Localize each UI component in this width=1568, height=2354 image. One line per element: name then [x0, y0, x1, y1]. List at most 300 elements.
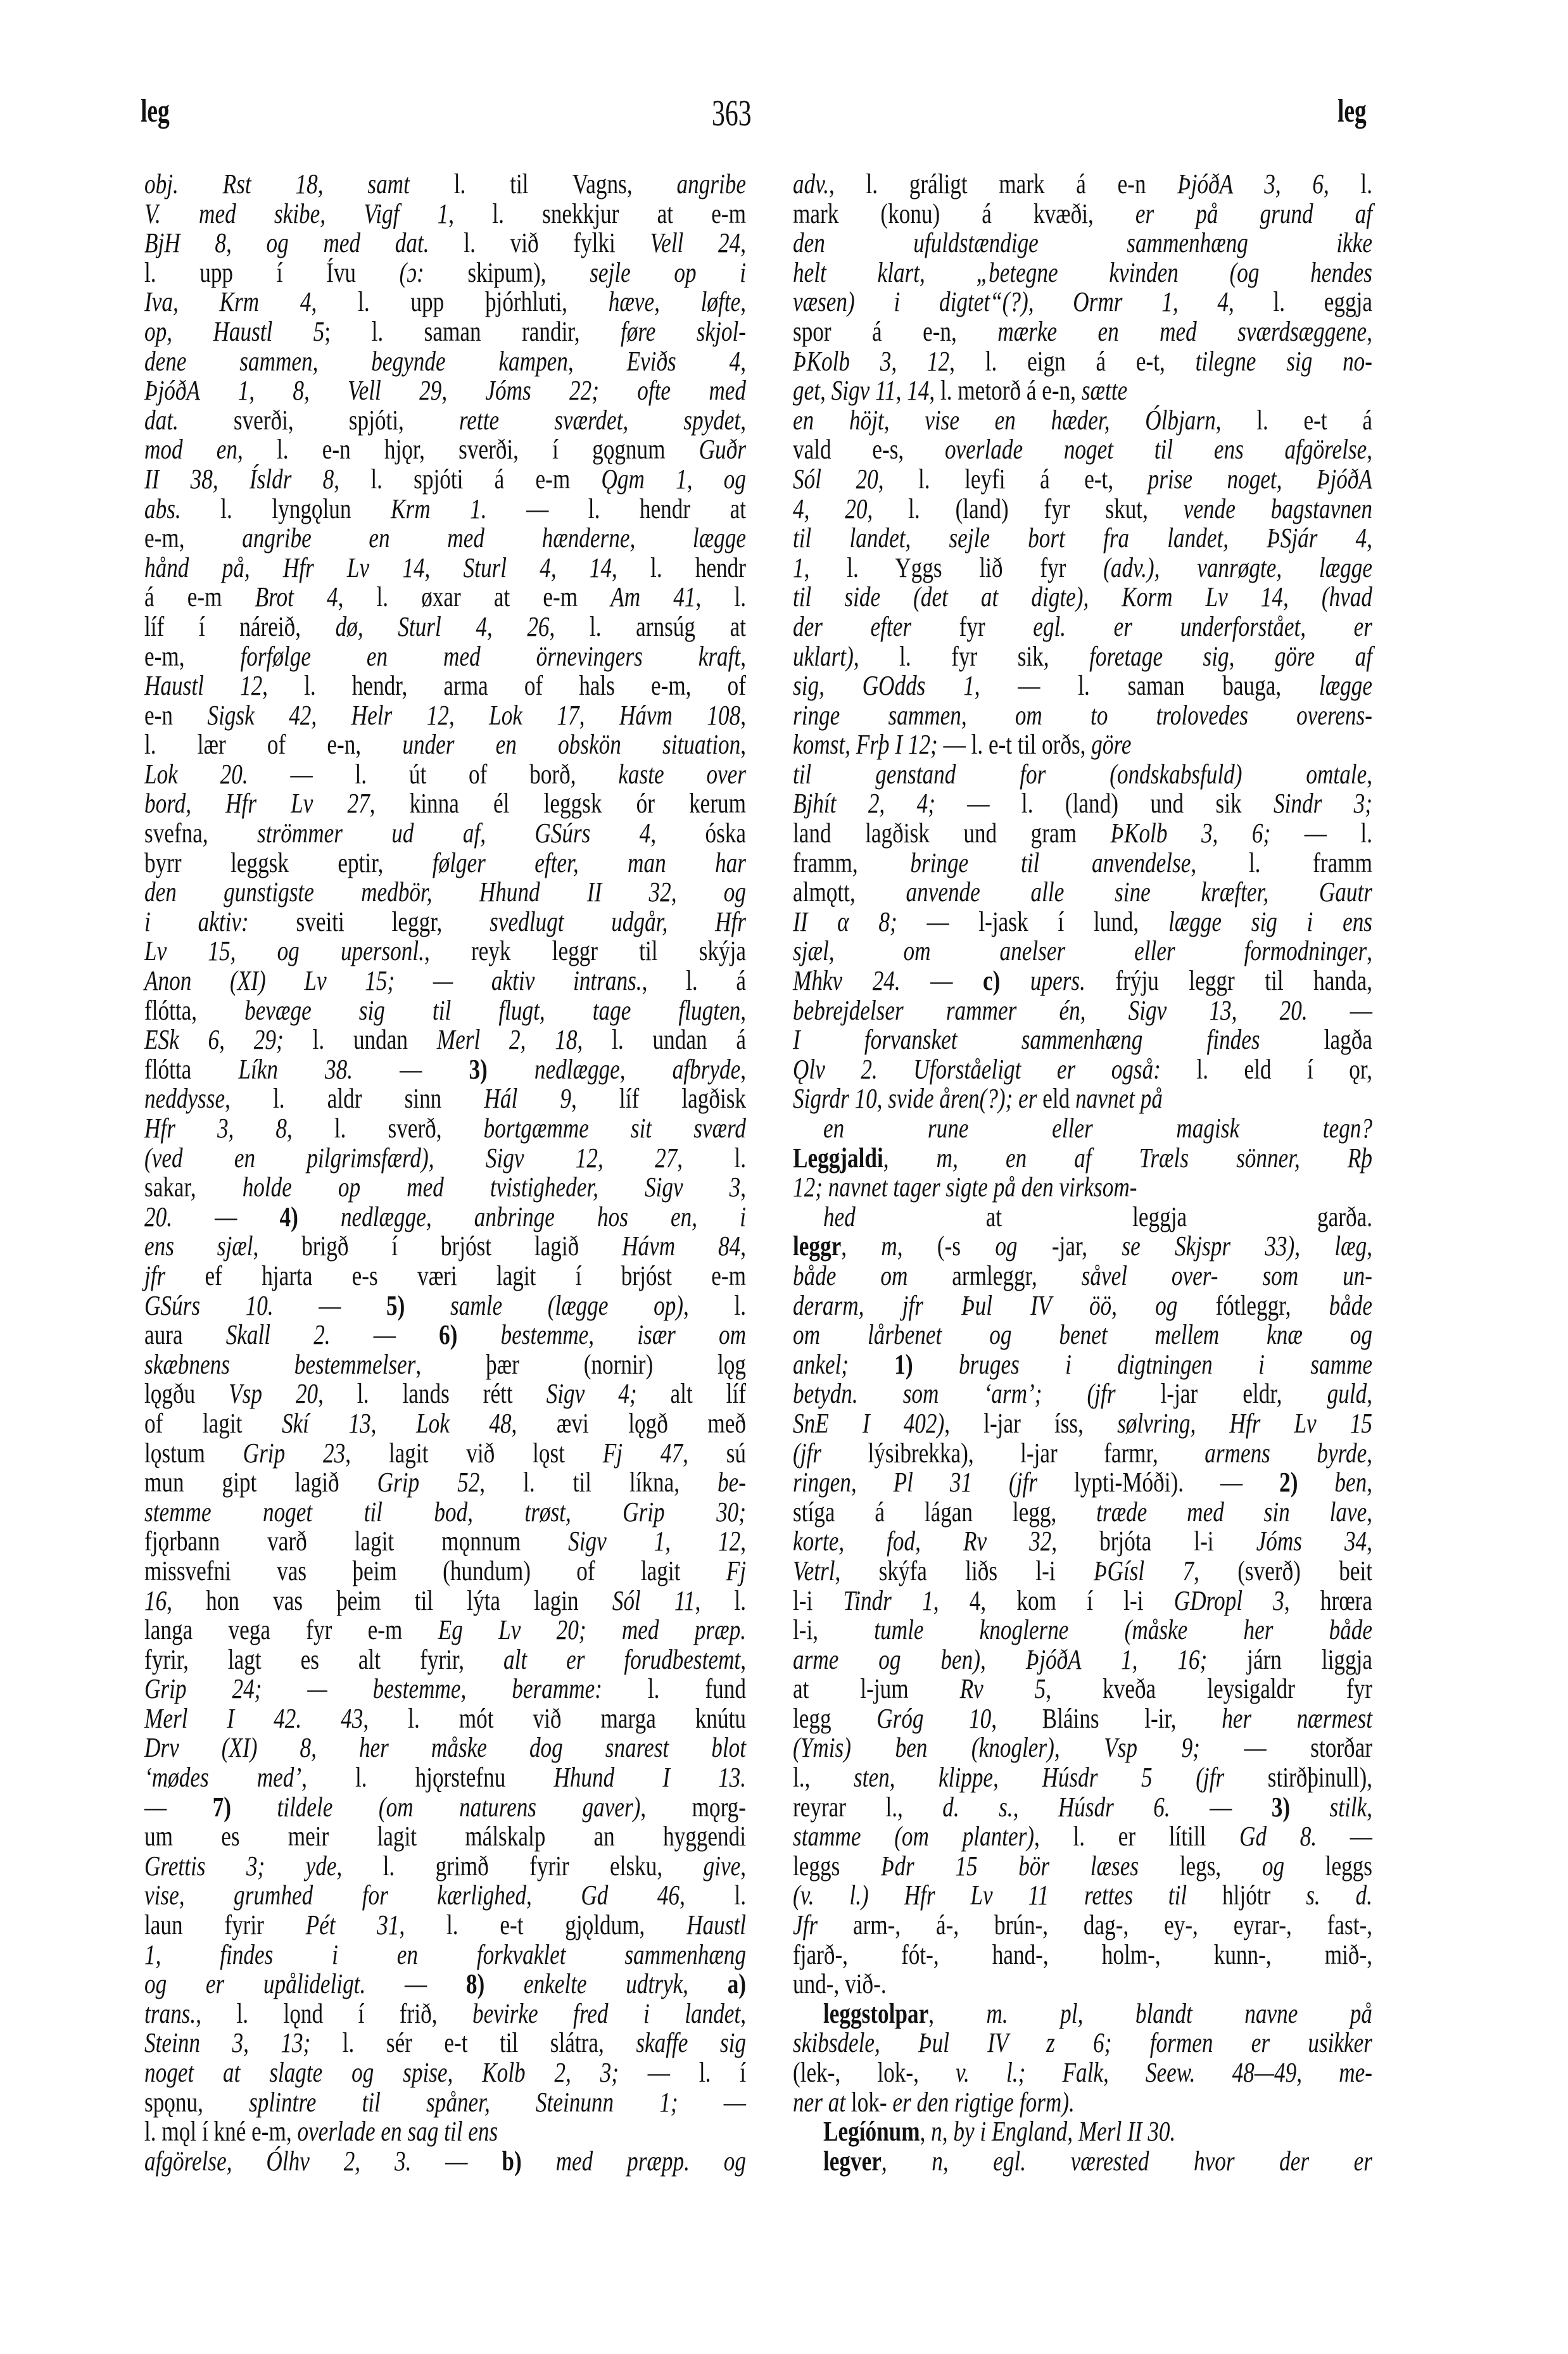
text-line-content [144, 1793, 746, 1823]
text-line-content [793, 1379, 1372, 1409]
text-line [144, 1616, 746, 1645]
text-line [144, 1970, 746, 1999]
roman-segment: , l. hjǫrstefnu [301, 1762, 554, 1794]
roman-segment: , [1367, 1378, 1372, 1410]
italic-segment: v. l.; Falk, Seew. 48—49, me- [956, 2057, 1372, 2088]
italic-segment: be- [718, 1467, 746, 1498]
roman-segment: , mǫrg- [640, 1791, 747, 1823]
text-line-content [793, 966, 1372, 996]
roman-segment: fjarð-, fót-, hand-, holm-, kunn-, mið-, [793, 1939, 1372, 1970]
italic-segment: lægge sig i ens [1168, 906, 1372, 937]
roman-segment: , l. grimð fyrir elsku, [336, 1850, 704, 1882]
text-line [793, 1232, 1372, 1262]
italic-segment: splintre til spåner, Steinunn 1; [249, 2086, 678, 2118]
text-line [144, 1055, 746, 1085]
italic-segment: Anon (XI) Lv 15; — aktiv intrans. [144, 965, 642, 997]
text-line [793, 1320, 1372, 1350]
text-line-content [793, 1262, 1372, 1291]
italic-segment: Jfr [793, 1909, 818, 1941]
text-line-content [144, 288, 746, 317]
roman-segment: — [365, 1968, 466, 2000]
italic-segment: Merl I 42. 43 [144, 1702, 364, 1734]
text-line [144, 199, 746, 229]
italic-segment: med præpp. og [521, 2145, 747, 2177]
italic-segment: Jóms 34 [1256, 1526, 1367, 1557]
italic-segment: Sigrdr 10, svide åren(?); er [793, 1083, 1037, 1115]
text-line [793, 1940, 1372, 1970]
roman-segment: , l. [677, 1142, 746, 1174]
roman-segment: , [740, 286, 746, 318]
text-line [144, 1822, 746, 1852]
text-line-content [793, 583, 1372, 612]
text-line-content [144, 1704, 746, 1734]
text-line [144, 1704, 746, 1734]
roman-segment: legg [793, 1702, 877, 1734]
italic-segment: nedlægge, afbryde [487, 1053, 741, 1085]
text-line [144, 170, 746, 199]
text-line-content [144, 1852, 746, 1882]
roman-segment: (lek-, lok-, [793, 2057, 956, 2088]
text-line-content [144, 1409, 746, 1439]
text-line-content [144, 170, 746, 199]
text-line [793, 1645, 1372, 1675]
roman-segment: , hon vas þeim til lýta lagin [167, 1585, 612, 1616]
text-line [144, 878, 746, 908]
roman-segment: , [1367, 434, 1373, 465]
italic-segment: angribe [676, 168, 746, 199]
roman-segment: , [740, 729, 746, 761]
roman-segment: l-i, [793, 1614, 875, 1646]
italic-segment: Haustl [686, 1909, 746, 1941]
text-line [144, 1084, 746, 1114]
roman-segment: , l. [680, 1880, 747, 1911]
roman-segment: vald e-s, [793, 434, 945, 465]
italic-segment: nedlægge, anbringe hos en, i [298, 1201, 746, 1232]
text-line-content [793, 1320, 1372, 1350]
italic-segment: er på grund af [1135, 198, 1372, 229]
italic-segment: den gunstigste medbör, Hhund II 32, og [144, 876, 746, 908]
text-line-content [793, 347, 1372, 377]
text-line-content [823, 2117, 1372, 2147]
text-line-content [144, 612, 746, 642]
italic-segment: Líkn 38. [238, 1053, 353, 1085]
italic-segment: se Skjspr 33), læg [1122, 1231, 1367, 1262]
text-line-content [144, 878, 746, 908]
italic-segment: bruges i digtningen i samme [913, 1348, 1372, 1380]
roman-segment: at l-jum [793, 1673, 960, 1705]
roman-segment: l. lær of e-n, [144, 729, 403, 761]
text-line-content [793, 170, 1372, 199]
text-line [144, 760, 746, 790]
italic-segment: m. pl, blandt navne på [986, 1997, 1372, 2029]
text-line-content [793, 465, 1372, 495]
italic-segment: foretage sig, göre af [1089, 640, 1372, 672]
text-line [793, 1498, 1372, 1528]
text-line-content [793, 789, 1372, 819]
roman-segment: flótta, [144, 994, 245, 1026]
roman-segment: líf í náreið, [144, 611, 336, 642]
italic-segment: Merl 2, 18 [436, 1024, 578, 1056]
roman-segment: — [900, 965, 983, 997]
text-line [793, 1911, 1372, 1940]
italic-segment: Iva, Krm 4 [144, 286, 312, 318]
italic-segment: II α 8; [793, 906, 897, 937]
italic-segment: sten, klippe, Húsdr 5 (jfr [853, 1762, 1225, 1794]
text-line [793, 1852, 1372, 1882]
text-line [793, 1291, 1372, 1321]
text-line [793, 671, 1372, 701]
roman-segment: langa vega fyr e-m [144, 1614, 438, 1646]
italic-segment: mærke en med sværdsæggene [997, 315, 1367, 347]
italic-segment: og [995, 1231, 1018, 1262]
italic-segment: Haustl 12 [144, 670, 263, 702]
roman-segment: spǫnu, [144, 2086, 250, 2118]
roman-segment: legs, [1139, 1850, 1262, 1882]
text-line [793, 1704, 1372, 1734]
italic-segment: SnE I 402) [793, 1407, 945, 1439]
page-number: 363 [712, 92, 752, 134]
roman-segment: flótta [144, 1053, 239, 1085]
italic-segment: helt klart, „betegne kvinden (og hendes [793, 256, 1372, 288]
roman-segment: , [740, 1172, 747, 1203]
text-line [793, 789, 1372, 819]
italic-segment: Sindr 3; [1274, 788, 1373, 819]
roman-segment: fjǫrbann varð lagit mǫnnum [144, 1526, 569, 1557]
italic-segment: noget at slagte og spise, Kolb 2, 3; [144, 2057, 619, 2088]
italic-segment: anvende alle sine kræfter, Gautr [906, 876, 1372, 908]
text-line [793, 966, 1372, 996]
roman-segment: fyrir, lagt es alt fyrir, [144, 1643, 503, 1675]
roman-segment: , sú [683, 1437, 747, 1469]
text-line [144, 2088, 746, 2118]
italic-segment: ÞjóðA 1, 8, Vell 29, Jóms 22; ofte med [144, 375, 746, 407]
roman-segment: l. undan [283, 1024, 437, 1056]
roman-segment: fyr [911, 611, 1034, 642]
text-line [793, 1439, 1372, 1469]
italic-segment: væsen) i digtet“(?), Ormr 1, 4 [793, 286, 1229, 318]
italic-segment: Sól 11 [612, 1585, 695, 1616]
text-line-content [793, 642, 1372, 672]
roman-segment: , l. [695, 1585, 747, 1616]
text-line [144, 1232, 746, 1262]
italic-segment: vise, grumhed for kærlighed, Gd 46 [144, 1880, 680, 1911]
text-line [144, 1498, 746, 1528]
text-line [144, 1439, 746, 1469]
text-line [793, 908, 1372, 937]
roman-segment: um es meir lagit málskalp an hyggendi [144, 1821, 746, 1852]
italic-segment: den ufuldstændige sammenhæng ikke [793, 227, 1372, 259]
roman-segment: á e-m [144, 581, 255, 613]
roman-segment: , l. sverð, [287, 1113, 484, 1144]
roman-segment: , brjóta l-i [1051, 1526, 1256, 1557]
text-line-content [144, 229, 746, 258]
roman-segment: , [740, 227, 746, 259]
roman-segment: — l-jask í lund, [897, 906, 1168, 937]
italic-segment: (ɔ: [399, 256, 468, 288]
text-line-content [144, 2147, 746, 2177]
italic-segment: holde op med tvistigheder, Sigv 3 [242, 1172, 741, 1203]
italic-segment: V. med skibe, Vigf 1 [144, 198, 449, 229]
roman-segment: , [1367, 1526, 1372, 1557]
text-line [793, 937, 1372, 966]
text-line-content [793, 1527, 1372, 1557]
italic-segment: ens sjæl [144, 1231, 253, 1262]
italic-segment: og [1261, 1850, 1285, 1882]
text-line-content [144, 2028, 746, 2058]
italic-segment: jfr [144, 1260, 166, 1291]
text-line-content [793, 1852, 1372, 1882]
text-line-content [793, 1557, 1372, 1586]
italic-segment: ÞKolb 3, 6; [1110, 818, 1271, 849]
italic-segment: ESk 6, 29; [144, 1024, 284, 1056]
italic-segment: afgörelse, Ólhv 2, 3. [144, 2145, 412, 2177]
italic-segment: op, Haustl 5 [144, 315, 325, 347]
italic-segment: give [703, 1850, 741, 1882]
roman-segment: mun gipt lagið [144, 1467, 377, 1498]
bold-segment: Legíónum [823, 2116, 920, 2148]
italic-segment: samle (lægge op) [405, 1289, 684, 1321]
text-line [144, 288, 746, 317]
italic-segment: II 38, Ísldr 8 [144, 463, 334, 495]
roman-segment: , l. mót við marga knútu [363, 1702, 746, 1734]
text-line-content [144, 1262, 746, 1291]
roman-segment: l. lyngǫlun [180, 493, 391, 524]
text-line-content [793, 701, 1372, 731]
roman-segment: l. mǫl í kné e-m, [144, 2116, 298, 2148]
roman-segment: , ævi lǫgð með [511, 1407, 746, 1439]
roman-segment: , l. er lítill [1034, 1821, 1240, 1852]
roman-segment: arm-, á-, brún-, dag-, ey-, eyrar-, fast-, [818, 1909, 1372, 1941]
text-line [793, 1025, 1372, 1055]
italic-segment: alt er forudbestemt [503, 1643, 741, 1675]
text-line [144, 1763, 746, 1793]
roman-segment: aura [144, 1319, 226, 1351]
italic-segment: s. d. [1306, 1880, 1373, 1911]
text-line-content [793, 878, 1372, 908]
italic-segment: GSúrs 10. [144, 1289, 274, 1321]
italic-segment: lægge [1318, 670, 1372, 702]
text-line-content [793, 1674, 1372, 1704]
text-line-content [793, 1881, 1372, 1911]
text-line-content [793, 1616, 1372, 1645]
roman-segment: — [330, 1319, 439, 1351]
italic-segment: bestemme, især om [457, 1319, 747, 1351]
roman-segment: , Bláins l-ir, [991, 1702, 1222, 1734]
text-line-content [144, 1911, 746, 1940]
roman-segment: , [740, 1643, 747, 1675]
roman-segment: svefna, [144, 818, 258, 849]
roman-segment: — l. út of borð, [248, 758, 619, 790]
text-line [144, 465, 746, 495]
roman-segment: , l. framm [1191, 847, 1372, 878]
italic-segment: hæve, løfte [608, 286, 741, 318]
italic-segment: Bjhít 2, 4; [793, 788, 935, 819]
roman-segment: stíga á lágan legg, [793, 1496, 1097, 1528]
text-line-content [144, 1586, 746, 1616]
text-line [793, 1822, 1372, 1852]
italic-segment: til side (det at digte), Korm Lv 14, (hvad [793, 581, 1372, 613]
italic-segment: Rv 5 [959, 1673, 1046, 1705]
text-line [793, 583, 1372, 612]
roman-segment: , [1367, 935, 1372, 967]
bold-segment: 3) [469, 1053, 488, 1085]
text-line-content [793, 1733, 1372, 1763]
italic-segment: der efter [793, 611, 912, 642]
italic-segment: mod en [144, 434, 238, 465]
roman-segment: , [740, 345, 746, 377]
roman-segment: , l. hendr, arma of hals e-m, of [262, 670, 746, 702]
roman-segment: járn liggja [1207, 1643, 1372, 1675]
roman-segment: , l. til líkna, [479, 1467, 718, 1498]
text-line [793, 1763, 1372, 1793]
italic-segment: dat. [144, 404, 179, 436]
italic-segment: rette sværdet, spydet [458, 404, 741, 436]
italic-segment: overlade en sag til ens [297, 2116, 498, 2148]
text-line [793, 170, 1372, 199]
italic-segment: Þdr 15 bör læses [880, 1850, 1139, 1882]
italic-segment: Hhund I 13. [553, 1762, 746, 1794]
text-line-content [144, 1439, 746, 1469]
roman-segment: ef hjarta e-s væri lagit í brjóst e-m [165, 1260, 746, 1291]
text-line-content [144, 1320, 746, 1350]
text-line-content [144, 1881, 746, 1911]
text-line [793, 2147, 1372, 2177]
italic-segment: Skí 13, Lok 48 [281, 1407, 512, 1439]
text-line [793, 1999, 1372, 2029]
italic-segment: her nærmest [1222, 1702, 1372, 1734]
text-line-content [144, 1232, 746, 1262]
text-line [793, 1881, 1372, 1911]
roman-segment: l. til Vagns, [409, 168, 677, 199]
italic-segment: prise noget, ÞjóðA [1148, 463, 1372, 495]
roman-segment: , [928, 1997, 987, 2029]
text-line [144, 966, 746, 996]
text-line [793, 1144, 1372, 1174]
text-line [144, 2117, 746, 2147]
roman-segment: land lagðisk und gram [793, 818, 1111, 849]
text-line-content [144, 789, 746, 819]
text-line [793, 258, 1372, 288]
text-line-content [823, 1203, 1372, 1232]
italic-segment: sjæl, om anelser eller formodninger [793, 935, 1367, 967]
roman-segment: mark (konu) á kvæði, [793, 198, 1135, 229]
text-line [144, 1586, 746, 1616]
text-line-content [144, 1350, 746, 1380]
text-line [144, 583, 746, 612]
italic-segment: göre [1091, 729, 1132, 761]
text-line [144, 1173, 746, 1203]
roman-segment: — l. [1270, 818, 1372, 849]
text-line-content [793, 554, 1372, 583]
text-line-content [144, 1379, 746, 1409]
italic-segment: (ved en pilgrimsfærd), Sigv 12, 27 [144, 1142, 678, 1174]
roman-segment: , l. hendr [612, 552, 746, 583]
italic-segment: m, en af Træls sönner, Rþ [936, 1142, 1372, 1174]
italic-segment: stamme (om planter) [793, 1821, 1035, 1852]
roman-segment: — [144, 1791, 213, 1823]
roman-segment: , reyk leggr til skýja [424, 935, 747, 967]
italic-segment: (jfr [793, 1437, 821, 1469]
roman-segment: , l. leyfi á e-t, [878, 463, 1148, 495]
italic-segment: er den rigtige form). [892, 2086, 1075, 2118]
italic-segment: ringen, Pl 31 (jfr [793, 1467, 1038, 1498]
italic-segment: Ǫlv 2. Uforståeligt er også: [793, 1053, 1161, 1085]
text-line-content [144, 1999, 746, 2029]
roman-segment: of lagit [144, 1407, 282, 1439]
italic-segment: en rune eller magisk tegn? [823, 1113, 1372, 1144]
italic-segment: sejle op i [590, 256, 746, 288]
roman-segment: , [1367, 1791, 1372, 1823]
text-line-content [793, 908, 1372, 937]
text-line [144, 1114, 746, 1144]
roman-segment: l., [793, 1762, 854, 1794]
text-line-content [793, 1763, 1372, 1793]
roman-segment: lǫgðu [144, 1378, 229, 1410]
roman-segment: , l. spjóti á e-m [334, 463, 602, 495]
bold-segment: leggstolpar [823, 1997, 929, 2029]
italic-segment: (Ymis) ben (knogler), Vsp 9; [793, 1732, 1200, 1764]
text-line [144, 612, 746, 642]
roman-segment: , líf lagðisk [571, 1083, 747, 1115]
italic-segment: Grip 23 [243, 1437, 346, 1469]
text-line [793, 317, 1372, 347]
roman-segment: l. við fylki [429, 227, 650, 259]
roman-segment: und-, við-. [793, 1968, 887, 2000]
text-line-content [144, 376, 746, 406]
roman-segment: reyrar l., [793, 1791, 943, 1823]
text-line [144, 937, 746, 966]
text-line-content [144, 1674, 746, 1704]
italic-segment: Sigv 4; [546, 1378, 637, 1410]
italic-segment: Lv 15, og upersonl. [144, 935, 424, 967]
roman-segment: , l. (land) fyr skut, [867, 493, 1184, 524]
roman-segment: , l. undan á [577, 1024, 746, 1056]
roman-segment: l. upp í Ívu [144, 256, 400, 288]
roman-segment: , l. lands rétt [318, 1378, 547, 1410]
text-line [793, 554, 1372, 583]
roman-segment: , l. e-t á [1215, 404, 1372, 436]
text-line-content [144, 258, 746, 288]
text-line [793, 199, 1372, 229]
text-line [144, 554, 746, 583]
text-line-content [793, 1144, 1372, 1174]
roman-segment: , [1367, 315, 1372, 347]
roman-segment: , [883, 1142, 937, 1174]
text-line [793, 1350, 1372, 1380]
text-line [144, 819, 746, 849]
roman-segment: , [740, 699, 747, 731]
italic-segment: Eg Lv 20; med præp. [438, 1614, 746, 1646]
roman-segment: byrr leggsk eptir, [144, 847, 433, 878]
italic-segment: Hávm 84 [622, 1231, 741, 1262]
text-line [144, 1203, 746, 1232]
roman-segment: — l. (land) und sik [935, 788, 1274, 819]
italic-segment: egl. er underforstået, er [1033, 611, 1372, 642]
text-line-content [144, 465, 746, 495]
italic-segment: Gd 8. [1239, 1821, 1317, 1852]
text-line [144, 258, 746, 288]
text-line-content [793, 2088, 1372, 2118]
text-line [144, 376, 746, 406]
text-line-content [793, 1822, 1372, 1852]
italic-segment: korte, fod, Rv 32 [793, 1526, 1052, 1557]
italic-segment: 12; navnet tager sigte på den virksom- [793, 1172, 1137, 1203]
text-line [793, 435, 1372, 465]
italic-segment: Tindr 1 [843, 1585, 933, 1616]
roman-segment: lǫstum [144, 1437, 243, 1469]
italic-segment: 1, findes i en forkvaklet sammenhæng [144, 1939, 746, 1970]
text-line-content [144, 1291, 746, 1321]
